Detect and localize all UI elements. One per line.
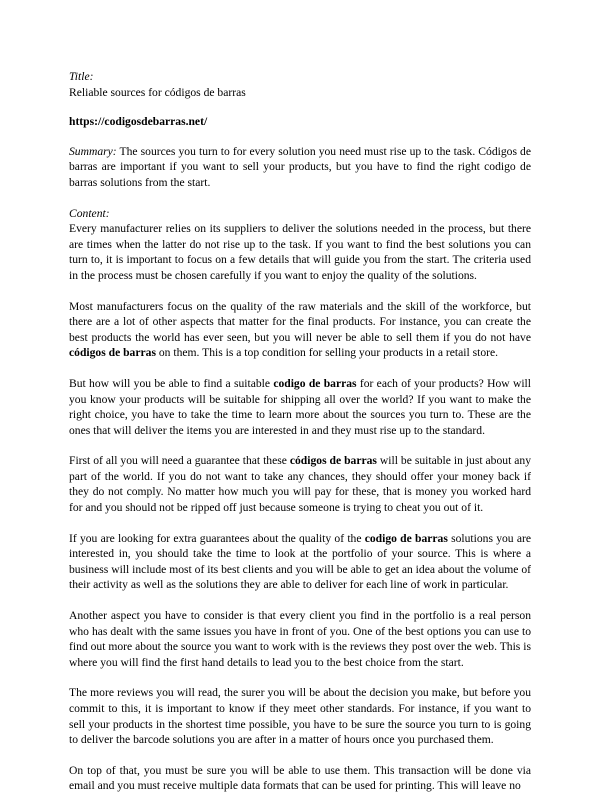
document-title: Reliable sources for códigos de barras	[69, 85, 246, 99]
content-paragraph-1: Every manufacturer relies on its suppliers to deliver the solutions needed in the process, but there are times when the latter do not rise up to the task. If you want to find the best solutions you can turn to, it is important to focus on a few details that will guide you from the start. The criteria used in the process must be chosen carefully if you want to enjoy the quality of the solutions.	[69, 222, 531, 282]
p4-text-c: will be suitable in just about any part of the world. If you do not want to take any chances, they should offer your money back if they do not comply. No matter how much you will pay for these, that is money you worked hard for and you should not be ripped off just because someone is trying to cheat you out of it.	[69, 454, 531, 515]
p2-text-a: Most manufacturers focus on the quality of the raw materials and the skill of the workforce, but there are a lot of other aspects that matter for the final products. For instance, you can create the best products the world has ever seen, but you will never be able to sell them if you do not have	[69, 299, 531, 344]
document-page	[69, 69, 531, 809]
content-paragraph-4	[69, 453, 531, 515]
title-block	[69, 69, 531, 100]
content-paragraph-5	[69, 531, 531, 593]
content-paragraph-7: The more reviews you will read, the surer you will be about the decision you make, but before you commit to this, it is important to know if they meet other standards. For instance, if you want to sell your products in the shortest time possible, you have to be sure the source you turn to is going to deliver the barcode solutions you are after in a matter of hours once you purchased them.	[69, 686, 531, 747]
summary-label: Summary:	[69, 144, 117, 158]
source-url[interactable]: https://codigosdebarras.net/	[69, 115, 208, 129]
content-paragraph-2	[69, 299, 531, 361]
p2-text-c: on them. This is a top condition for selling your products in a retail store.	[155, 346, 499, 360]
p5-text-c: solutions you are interested in, you should take the time to look at the portfolio of your source. This is where a business will include most of its best clients and you will be able to get an idea about the volume of their activity as well as the solutions they are able to deliver for each line of work in particular.	[69, 531, 531, 592]
p5-keyword: codigo de barras	[364, 531, 448, 545]
summary-paragraph	[69, 144, 531, 191]
content-section	[69, 206, 531, 794]
p5-text-a: If you are looking for extra guarantees about the quality of the	[69, 531, 365, 545]
p4-keyword: códigos de barras	[289, 454, 377, 468]
summary-text: The sources you turn to for every solution you need must rise up to the task. Códigos de barras are important if you want to sell your products, but you have to find the right codigo de barras solutions from the start.	[69, 144, 531, 189]
p2-keyword: códigos de barras	[69, 346, 156, 360]
content-paragraph-8: On top of that, you must be sure you will be able to use them. This transaction will be done via email and you must receive multiple data formats that can be used for printing. This will leave no	[69, 763, 531, 793]
content-paragraph-6: Another aspect you have to consider is that every client you find in the portfolio is a real person who has dealt with the same issues you have in front of you. One of the best options you can use to find out more about the source you want to work with is the reviews they post over the web. This is where you will find the first hand details to lead you to the best choice from the start.	[69, 609, 531, 669]
title-label: Title:	[69, 70, 94, 83]
p3-text-a: But how will you be able to find a suitable	[69, 376, 274, 390]
content-paragraph-3	[69, 376, 531, 438]
p3-text-c: for each of your products? How will you know your products will be suitable for shipping all over the world? If you want to make the right choice, you have to take the time to learn more about the sources you turn to. These are the ones that will deliver the items you are interested in and they must rise up to the standard.	[69, 376, 531, 437]
p3-keyword: codigo de barras	[273, 376, 357, 390]
content-label: Content:	[69, 206, 110, 220]
p4-text-a: First of all you will need a guarantee that these	[69, 454, 290, 468]
